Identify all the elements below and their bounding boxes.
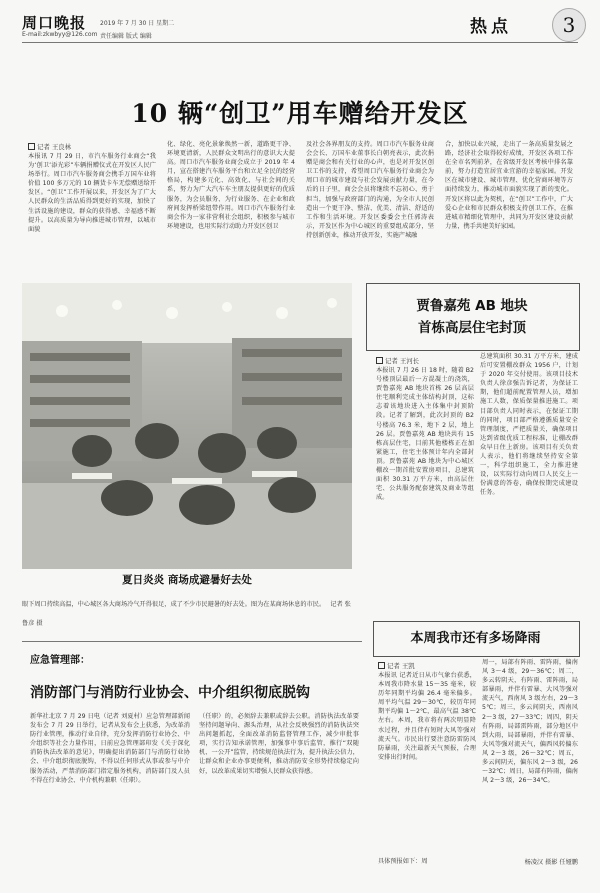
photo-caption: 夏日炎炎 商场成避暑好去处 <box>22 569 352 591</box>
news-photo <box>22 283 352 569</box>
masthead-date: 2019 年 7 月 30 日 星期二 <box>100 20 175 27</box>
story4-credit: 杨凌汉 摄影 任娅鹏 <box>524 859 578 866</box>
story2-title-line1: 贾鲁嘉苑 AB 地块 <box>416 298 528 314</box>
lead-column-1: 本报讯 7 月 29 日，市汽车服务行业商会“我为‘创卫’添光彩”车辆捐赠仪式在开发区人民广场举行。周口市汽车服务商会携手万国车业将价值 100 多万元的 10 辆货卡车无偿赠送给开发区。“创卫”工作开展以来，开发区为了广大人民群众的生活品质得到更好的实现，加快了生活设施的建设，群众的获得感、幸福感不断提升。以高质量为导向推进城市管理，以城市面貌 <box>28 153 156 233</box>
lead-column-2: 化、绿化、亮化景象焕然一新，道路更干净、环境更清新，人民群众文明出行的意识大大提高。周口市汽车服务业商会成立于 2019 年 4 月，宣在搭建汽车服务平台和立足全民的经营格局，构建多元化、高效化、与社会间的关系，努力为广大汽车车主朋友提供更好的优质服务，为会员服务、为行业服务、在企业和政府间发挥桥梁纽带作用。周口市汽车服务行业商会作为一家非营利社会组织，积极参与城市环境建设，也用实际行动助力开发区创卫 <box>167 141 295 230</box>
photo-note <box>22 591 352 627</box>
masthead-rule <box>22 42 578 43</box>
story2-title-line2: 首栋高层住宅封顶 <box>418 320 526 336</box>
photo-note-text: 眼下周口持续高温，中心城区各大商场冷气开得很足，成了不少市民避暑的好去处。图为在某商场休息的市民。 <box>22 601 326 608</box>
mall-scene-image <box>22 283 352 569</box>
photo-credit: 记者 张鲁彦 摄 <box>22 601 351 627</box>
section-label: 热点 <box>470 17 512 37</box>
story2-byline: 记者 王河长 <box>376 356 419 365</box>
lead-headline: 10 辆“创卫”用车赠给开发区 <box>131 99 469 128</box>
story3-top-rule <box>22 641 362 642</box>
page-number: 3 <box>552 8 586 42</box>
story4-title: 本周我市还有多场降雨 <box>410 631 541 646</box>
masthead-editors: 责任编辑 版式 编辑 <box>100 33 152 40</box>
story3-column-1: 新华社北京 7 月 29 日电（记者 刘夏村）应急管理部新闻发布会 7 月 29 日举行，记者从发布会上获悉，为改革消防行业管理，推动行业自律，充分发挥消防行业协会、中介组织等社会力量作用，日前应急管理部印发《关于深化消防执法改革的意见》，明确提出消防部门与消防行业协会、中介组织彻底脱钩，不得以任何形式从事或参与中介服务活动，严禁消防部门指定服务机构，消防部门及人员不得在行业协会、中介机构兼职（任职）。 <box>30 713 190 784</box>
story4-column-1: 本报讯 记者近日从市气象台获悉，本周我市降水量 15～35 毫米，较历年同期平均偏 26.4 毫米偏多。周平均气温 29～30℃，较历年同期平均偏 1～2℃，最高气温 38℃左右。本周，我市将有两次明显降水过程，并且伴有短时大风等强对流天气。市民出行要注意防雷防风防暴雨，关注最新天气预报，合理安排出行时间。 <box>378 672 476 761</box>
story3-label: 应急管理部： <box>30 655 90 666</box>
lead-column-4: 合，加快以业兴城，走出了一条高质量发展之路，经济社会取得较好成绩，开发区各项工作在全市名列前茅，在省级开发区考核中排名靠前，努力打造宜居宜业宜游的幸福家园。开发区在城市建设、城市管理、优化营商环境等方面持续发力，推动城市面貌实现了新的变化。开发区将以此为契机，在“创卫”工作中，广大爱心企业和市民群众积极支持创卫工作，在推进城市精细化管理中，共同为开发区建设贡献力量，携手共建美好家园。 <box>445 141 573 230</box>
masthead-email: E-mail:zkwbyy@126.com <box>22 31 98 38</box>
story4-tail: 具体预报如下：周 <box>378 858 428 865</box>
story3-headline: 消防部门与消防行业协会、中介组织彻底脱钩 <box>30 685 310 701</box>
lead-byline: 记者 王良林 <box>28 142 71 151</box>
story3-column-2: （任职）的，必须辞去兼职或辞去公职。消防执法改革要坚持问题导向、源头治理，从社会反映强烈的消防执法突出问题抓起，全面改革消防监督管理工作，减少审批事项，实行告知承诺管理，加强事中事后监管，推行“双随机、一公开”监管，持续规范执法行为，提升执法公信力，让群众和企业办事更便利，推动消防安全形势持续稳定向好，以改革成果切实增强人民群众获得感。 <box>199 713 359 775</box>
story4-column-2: 周一，局部有阵雨、雷阵雨，偏南风 3～4 级，29～36℃；周二，多云转阴天，有阵雨、雷阵雨，局部暴雨，并伴有雷暴、大风等强对流天气，西南风 3 级左右，29～35℃；周三，多云间阴天，西南风 2～3 级，27～33℃；周四，阴天有阵雨，局部雷阵雨，部分地区中到大雨，局部暴雨，并伴有雷暴、大风等强对流天气，偏西风转偏东风 2～3 级，26～32℃；周五，多云间阴天，偏东风 2～3 级，26～32℃；周日，局部有阵雨，偏南风 2～3 级，26～34℃。 <box>482 659 578 785</box>
story4-byline: 记者 王凯 <box>378 661 415 670</box>
masthead-logo: 周口晚报 <box>22 14 87 32</box>
lead-column-3: 及社会各界朋友的支持。周口市汽车服务业商会会长、万国车业董事长白朝亮表示，此次捐赠是商会和有关行业的心声，也是对开发区创卫工作的支持，希望周口汽车服务行业商会为周口市的城市建设与社会发展贡献力量，在今后的日子里，商会会员将继续不忘初心、勇于担当，加强与政府部门的沟通，为全市人民创造出一个更干净、整洁、优美、清洁、舒适的工作和生活环境。开发区委委会主任郭涛表示，开发区作为中心城区的重要组成部分，坚持创新创业，推动开放开发，实施产城融 <box>306 141 434 239</box>
story2-column-1: 本报讯 7 月 26 日 18 时，随着 B2 号楼顶层最后一方混凝土的浇筑，贾鲁嘉苑 AB 地块首栋 26 层高层住宅顺利完成主体结构封顶，这标志着该地块进入主体集中封顶阶段。记者了解到，此次封顶的 B2 号楼高 76.3 米，地下 2 层，地上 26 层。贾鲁嘉苑 AB 地块共有 15 栋高层住宅，目前其他楼栋正在加紧施工，住宅主体预计年内全部封顶。贾鲁嘉苑 AB 地块为中心城区棚改一期首批安置房项目，总建筑面积 30.31 万平方米，由高层住宅、公共服务配套建筑及商业等组成。 <box>376 367 474 502</box>
story2-column-2: 总建筑面积 30.31 万平方米，建成后可安置棚改群众 1956 户，计划于 2020 年交付使用。该项目技术负责人徐彦强告诉记者，为保证工期，他们超前配置管理人员，增加施工人数，保质保量推进施工。项目部负责人同时表示，在保证工期的同时，项目部严格遵循质量安全管理制度，严把质量关，确保项目达到省级优质工程标准，让棚改群众早日住上新房。该项目有关负责人表示，他们将继续坚持安全第一，科学组织施工，全力推进建设，以实际行动向周口人民交上一份满意的答卷，确保按期完成建设任务。 <box>480 353 578 497</box>
